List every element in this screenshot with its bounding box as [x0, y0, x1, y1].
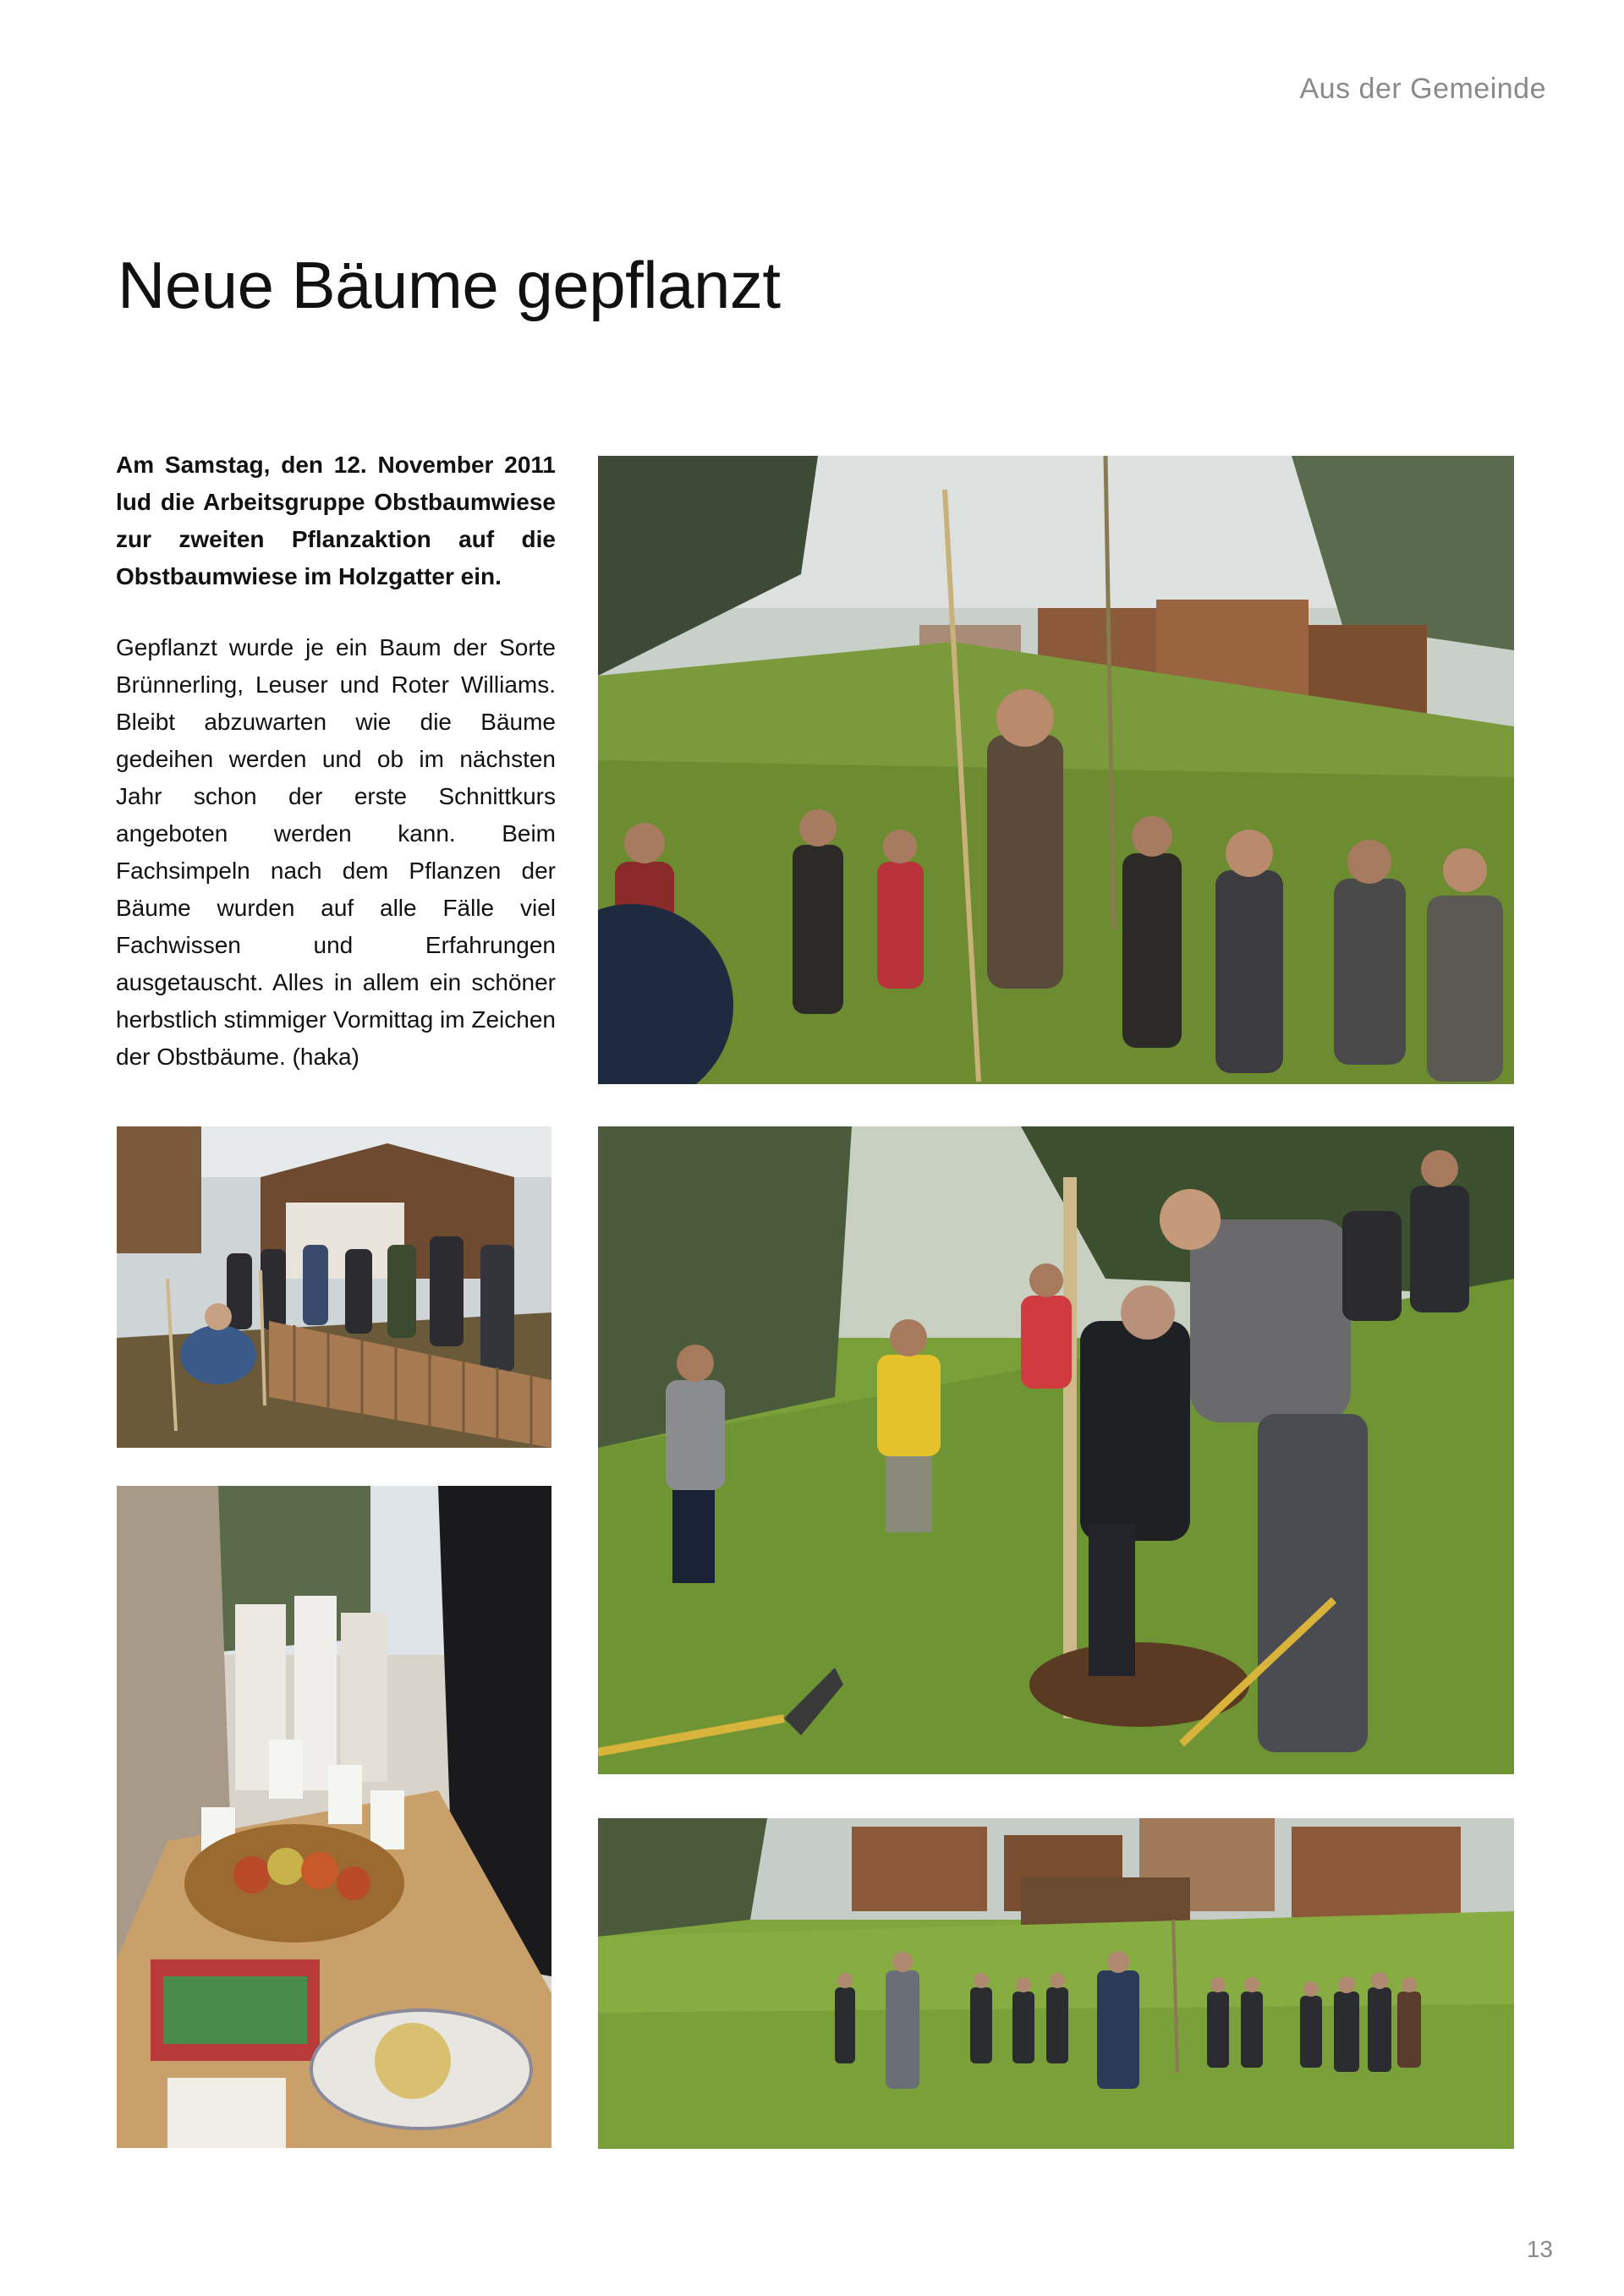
page-title: Neue Bäume gepflanzt: [118, 248, 781, 322]
section-header: Aus der Gemeinde: [1299, 73, 1546, 105]
article-body: Gepflanzt wurde je ein Baum der Sorte Brünnerling, Leuser und Roter Williams. Bleibt abzuwarten wie die Bäume gedeihen werden und ob im nächsten Jahr schon der erste Schnittkurs angeboten werden kann. Beim Fachsimpeln nach dem Pflanzen der Bäume wurden auf alle Fälle viel Fachwissen und Erfahrungen ausgetauscht. Alles in allem ein schöner herbstlich stimmiger Vormittag im Zeichen der Obstbäume. (haka): [116, 634, 556, 1070]
article-text-column: [116, 447, 556, 1076]
photo-digging: [598, 1126, 1514, 1774]
photo-meadow-group: [598, 1818, 1514, 2149]
photo-tree-holder: [598, 456, 1514, 1084]
article-lead: Am Samstag, den 12. November 2011 lud die Arbeitsgruppe Obstbaumwiese zur zweiten Pflanzaktion auf die Obstbaumwiese im Holzgatter ein.: [116, 452, 556, 589]
photo-refreshment-table: [117, 1486, 551, 2148]
page-number: 13: [1526, 2236, 1553, 2262]
photo-fence-planting: [117, 1126, 551, 1448]
